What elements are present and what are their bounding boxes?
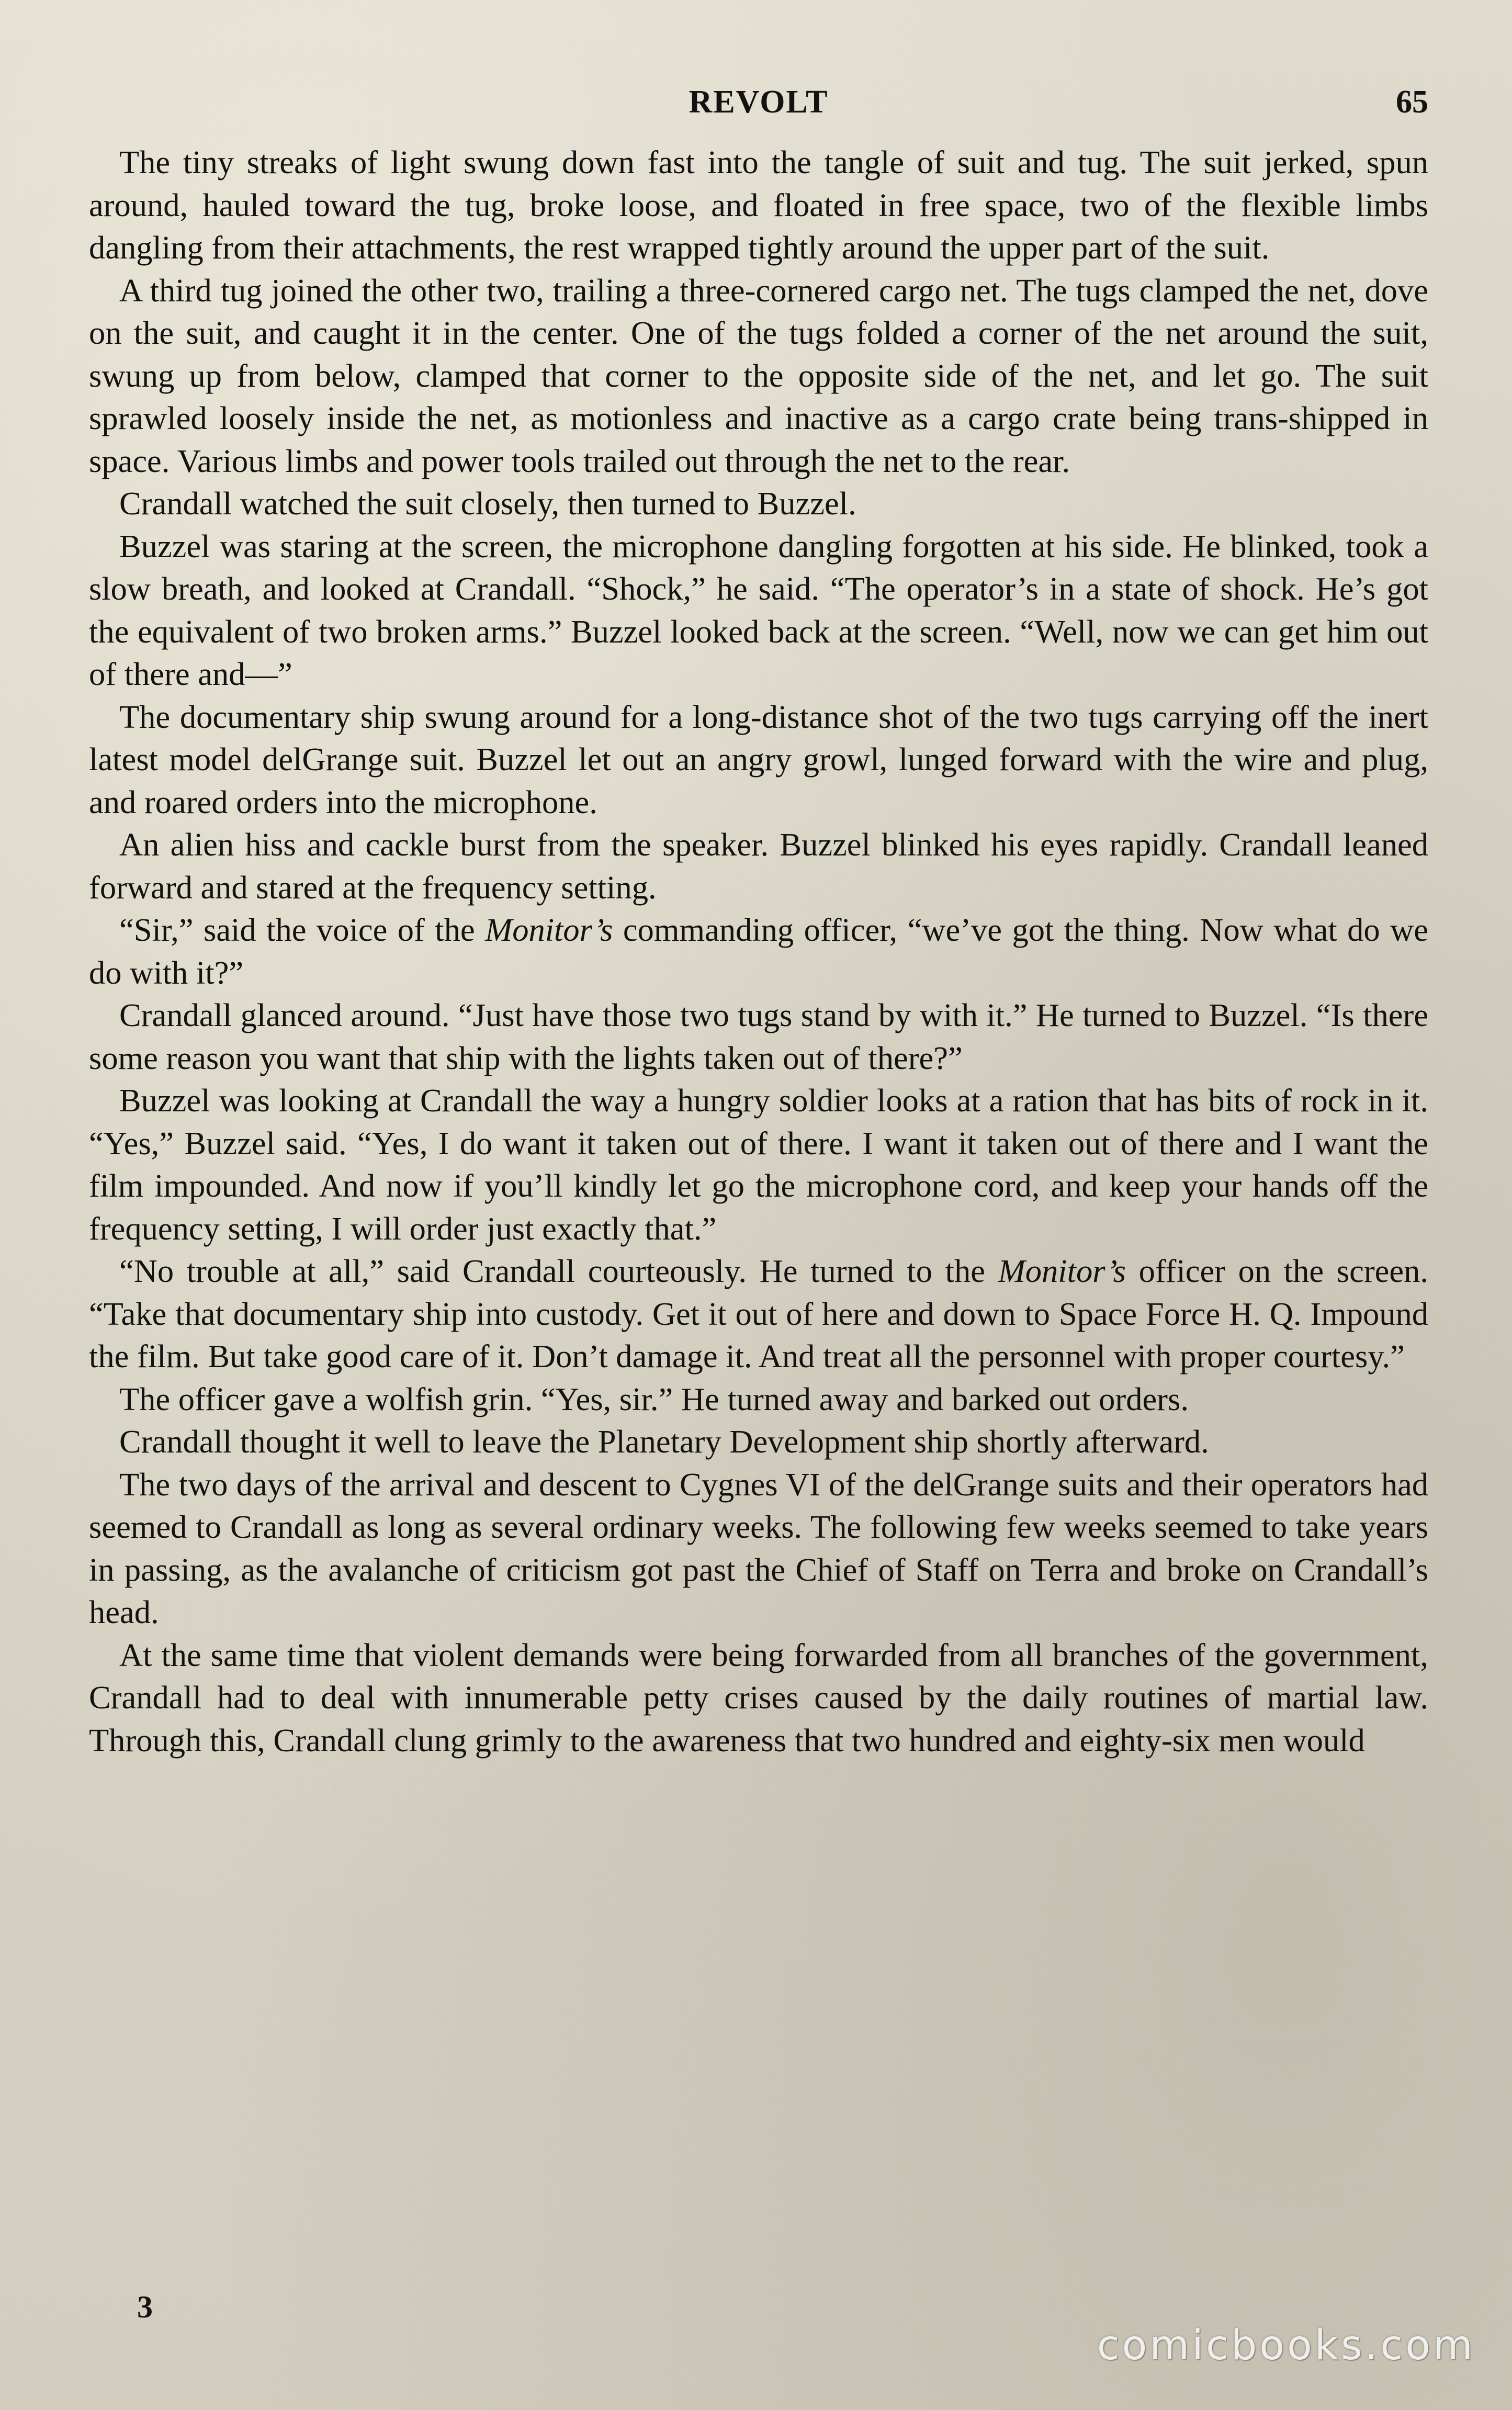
paragraph: An alien hiss and cackle burst from the speaker. Buzzel blinked his eyes rapidly. Crandall leaned forward and stared at the frequency setting. bbox=[89, 826, 1428, 906]
paragraph: The officer gave a wolfish grin. “Yes, sir.” He turned away and barked out orders. bbox=[119, 1380, 1189, 1417]
paragraph: Buzzel was staring at the screen, the microphone dangling forgotten at his side. He blinked, took a slow breath, and looked at Crandall. “Shock,” he said. “The operator’s in a state of shock. He’s got the equivalent of two broken arms.” Buzzel looked back at the screen. “Well, now we can get him out of there and—” bbox=[89, 527, 1428, 692]
text-run: “Sir,” said the voice of the bbox=[119, 911, 486, 948]
paragraph: Buzzel was looking at Crandall the way a hungry soldier looks at a ration that has bits of rock in it. “Yes,” Buzzel said. “Yes, I do want it taken out of there. I want it taken out of there and I want the film impounded. And now if you’ll kindly let go the microphone cord, and keep your hands off the frequency setting, I will order just exactly that.” bbox=[89, 1082, 1428, 1247]
text-run: commanding officer, “we’ve got the thing. Now what do we do with it?” bbox=[89, 911, 1429, 991]
paragraph: The tiny streaks of light swung down fast into the tangle of suit and tug. The suit jerked, spun around, hauled toward the tug, broke loose, and floated in free space, two of the flexible limbs dangling from their attachments, the rest wrapped tightly around the upper part of the suit. bbox=[89, 144, 1428, 266]
ship-name: Monitor’s bbox=[998, 1253, 1126, 1289]
signature-mark: 3 bbox=[137, 2290, 153, 2324]
running-title: REVOLT bbox=[689, 84, 829, 120]
text-run: “No trouble at all,” said Crandall courteously. He turned to the bbox=[119, 1253, 998, 1289]
paragraph: Crandall watched the suit closely, then turned to Buzzel. bbox=[119, 485, 856, 522]
ship-name: Monitor’s bbox=[485, 911, 613, 948]
paragraph: A third tug joined the other two, trailing a three-cornered cargo net. The tugs clamped the net, dove on the suit, and caught it in the center. One of the tugs folded a corner of the net around the suit, swung up from below, clamped that corner to the opposite side of the net, and let go. The suit sprawled loosely inside the net, as motionless and inactive as a cargo crate being trans-shipped in space. Various limbs and power tools trailed out through the net to the rear. bbox=[89, 272, 1428, 479]
watermark: comicbooks.com bbox=[1097, 2322, 1475, 2369]
paragraph bbox=[89, 909, 1428, 994]
running-head bbox=[89, 84, 1428, 141]
page-number: 65 bbox=[1396, 84, 1428, 120]
body-text bbox=[89, 141, 1428, 1762]
paragraph: Crandall glanced around. “Just have those two tugs stand by with it.” He turned to Buzzel. “Is there some reason you want that ship with the lights taken out of there?” bbox=[89, 997, 1428, 1076]
paragraph: The two days of the arrival and descent to Cygnes VI of the delGrange suits and their operators had seemed to Crandall as long as several ordinary weeks. The following few weeks seemed to take years in passing, as the avalanche of criticism got past the Chief of Staff on Terra and broke on Crandall’s head. bbox=[89, 1466, 1428, 1630]
paragraph: Crandall thought it well to leave the Planetary Development ship shortly afterward. bbox=[119, 1423, 1209, 1460]
paragraph: The documentary ship swung around for a long-distance shot of the two tugs carrying off the inert latest model delGrange suit. Buzzel let out an angry growl, lunged forward with the wire and plug, and roared orders into the microphone. bbox=[89, 698, 1428, 820]
paragraph bbox=[89, 1250, 1428, 1378]
book-page bbox=[89, 84, 1428, 2334]
text-run: officer on the screen. “Take that documentary ship into custody. Get it out of here and down to Space Force H. Q. Impound the film. But take good care of it. Don’t damage it. And treat all the personnel with proper courtesy.” bbox=[89, 1253, 1428, 1375]
paragraph: At the same time that violent demands were being forwarded from all branches of the government, Crandall had to deal with innumerable petty crises caused by the daily routines of martial law. Through this, Crandall clung grimly to the awareness that two hundred and eighty-six men would bbox=[89, 1636, 1428, 1759]
